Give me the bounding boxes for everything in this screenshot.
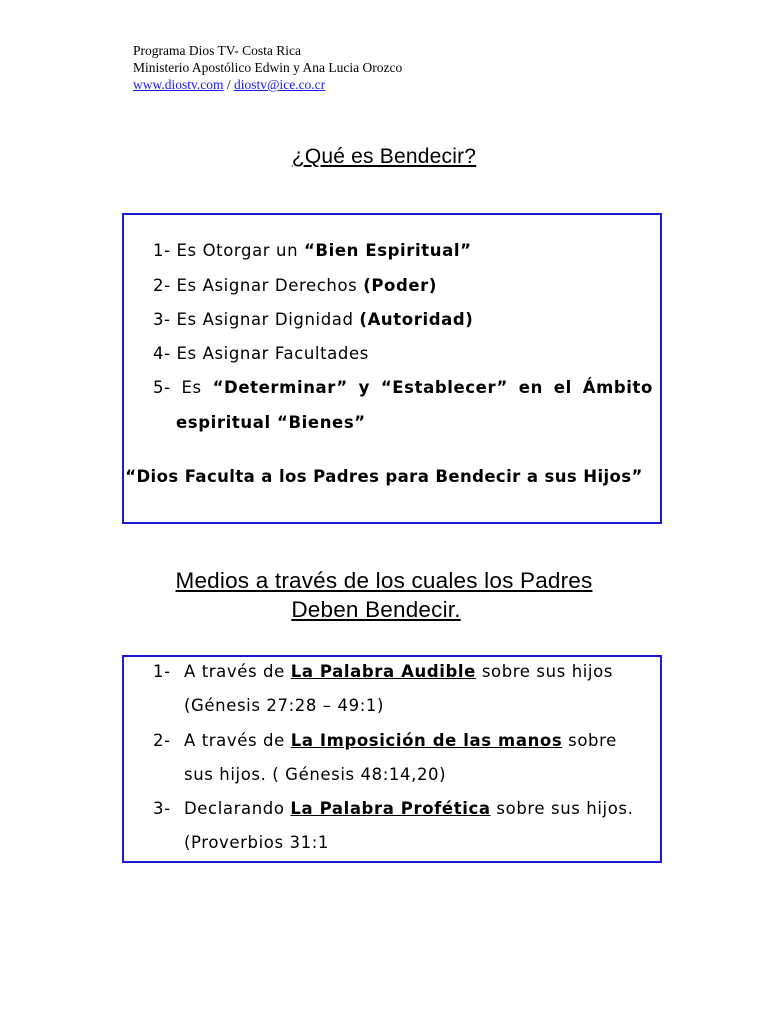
- means-1-reference: (Génesis 27:28 – 49:1): [184, 696, 384, 715]
- definition-1-bold: “Bien Espiritual”: [303, 241, 472, 260]
- definition-5-word: en: [518, 378, 543, 397]
- means-3-number: 3-: [153, 799, 171, 818]
- section-title-line-1: Medios a través de los cuales los Padres: [175, 568, 593, 593]
- means-item-2: [153, 731, 617, 750]
- means-1-emphasis: La Palabra Audible: [290, 662, 476, 681]
- definition-5-word: Ámbito: [582, 378, 653, 397]
- definition-4-text: 4- Es Asignar Facultades: [153, 344, 369, 363]
- key-quote: “Dios Faculta a los Padres para Bendecir a sus Hijos”: [125, 467, 643, 486]
- definition-3-bold: (Autoridad): [359, 310, 474, 329]
- means-item-3: [153, 799, 633, 818]
- definition-3-text: 3- Es Asignar Dignidad: [153, 310, 360, 329]
- section-title-line-2: Deben Bendecir.: [291, 597, 461, 622]
- means-box: [122, 655, 662, 863]
- means-2-pre: A través de: [184, 731, 291, 750]
- means-1-number: 1-: [153, 662, 171, 681]
- definition-item-2: [153, 276, 437, 295]
- email-link[interactable]: diostv@ice.co.cr: [234, 77, 326, 92]
- definition-2-bold: (Poder): [363, 276, 438, 295]
- means-2-emphasis: La Imposición de las manos: [290, 731, 563, 750]
- page-title: ¿Qué es Bendecir?: [291, 145, 477, 168]
- means-3-reference: (Proverbios 31:1: [184, 833, 329, 852]
- definition-5-word: “Establecer”: [380, 378, 508, 397]
- means-item-1: [153, 662, 613, 681]
- definition-1-text: 1- Es Otorgar un: [153, 241, 304, 260]
- definition-item-3: [153, 310, 473, 329]
- definition-2-text: 2- Es Asignar Derechos: [153, 276, 364, 295]
- definition-5-word: el: [553, 378, 572, 397]
- section-title: [0, 566, 768, 624]
- definition-5-word: “Determinar”: [212, 378, 348, 397]
- header-links-line: [133, 76, 402, 93]
- definition-5-word: y: [358, 378, 370, 397]
- definition-5-word: 5-: [153, 378, 171, 397]
- header-program-line: Programa Dios TV- Costa Rica: [133, 43, 301, 58]
- means-2-number: 2-: [153, 731, 171, 750]
- definition-5-word: Es: [181, 378, 202, 397]
- definition-item-1: [153, 241, 472, 260]
- means-3-emphasis: La Palabra Profética: [290, 799, 491, 818]
- document-header: [133, 42, 402, 93]
- means-1-pre: A través de: [184, 662, 291, 681]
- definition-item-4: [153, 344, 369, 363]
- means-3-pre: Declarando: [184, 799, 291, 818]
- means-2-post: sobre: [562, 731, 617, 750]
- means-1-post: sobre sus hijos: [475, 662, 614, 681]
- means-2-reference: sus hijos. ( Génesis 48:14,20): [184, 765, 447, 784]
- website-link[interactable]: www.diostv.com: [133, 77, 224, 92]
- means-3-post: sobre sus hijos.: [490, 799, 634, 818]
- header-ministry-line: Ministerio Apostólico Edwin y Ana Lucia Orozco: [133, 60, 403, 75]
- link-separator: /: [223, 77, 235, 92]
- definition-5-continuation: espiritual “Bienes”: [176, 413, 366, 432]
- definition-item-5: [153, 378, 653, 397]
